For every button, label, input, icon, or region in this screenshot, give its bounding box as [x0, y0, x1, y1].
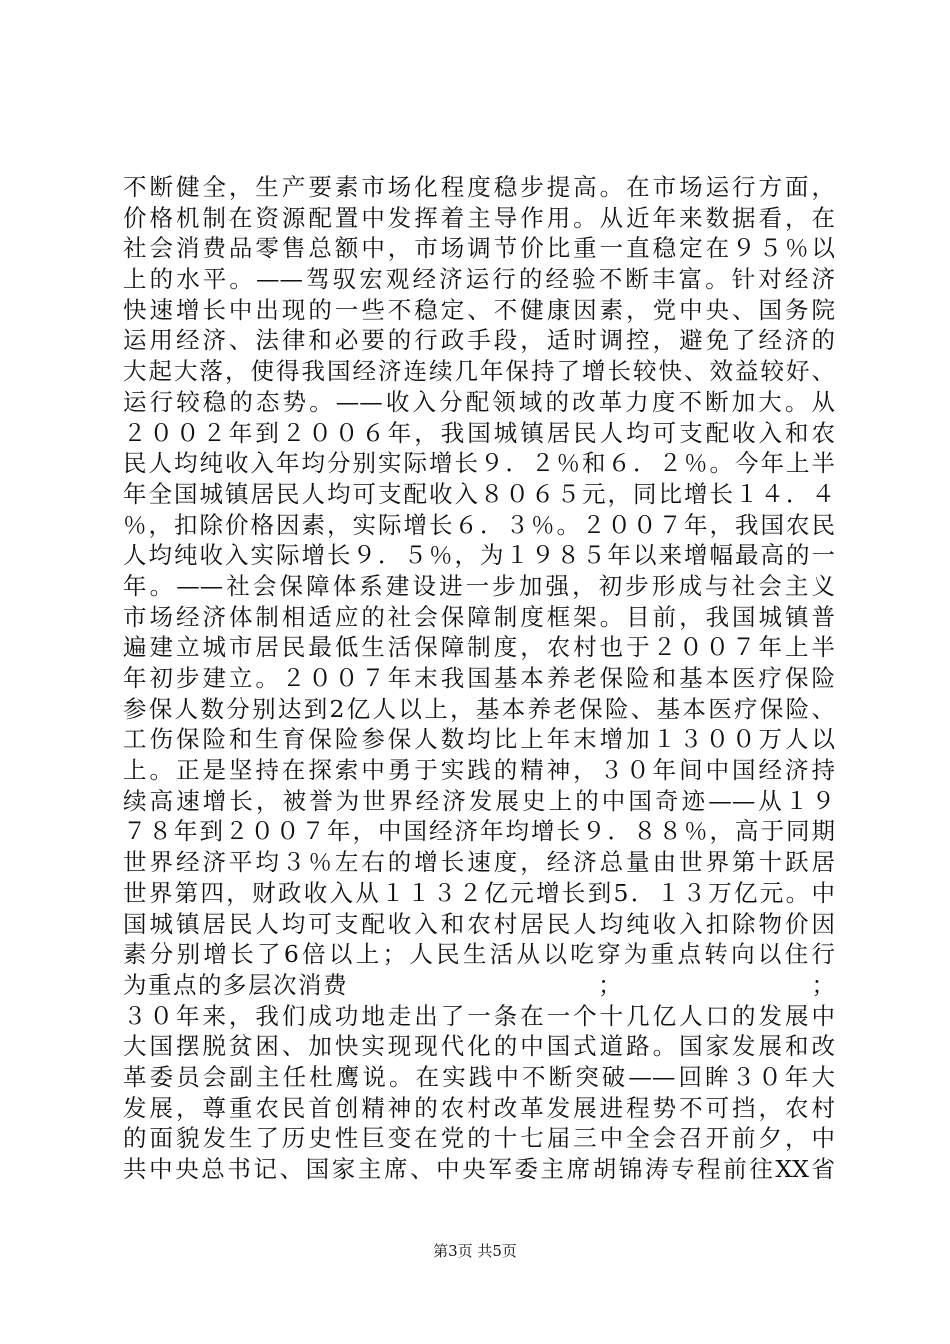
text-line: 上。正是坚持在探索中勇于实践的精神，３０年间中国经济持 [123, 756, 835, 785]
text-line: ３０年来，我们成功地走出了一条在一个十几亿人口的发展中 [123, 1001, 835, 1030]
text-line: 的面貌发生了历史性巨变在党的十七届三中全会召开前夕，中 [123, 1124, 835, 1153]
text-line: 为重点的多层次消费 ； ； [123, 970, 835, 999]
text-line: 运用经济、法律和必要的行政手段，适时调控，避免了经济的 [123, 326, 835, 355]
text-line: 续高速增长，被誉为世界经济发展史上的中国奇迹——从１９ [123, 786, 835, 815]
text-line: 发展，尊重农民首创精神的农村改革发展进程势不可挡，农村 [123, 1093, 835, 1122]
text-line: 大国摆脱贫困、加快实现现代化的中国式道路。国家发展和改 [123, 1032, 835, 1061]
text-line: 民人均纯收入年均分别实际增长９．２％和６．２％。今年上半 [123, 449, 835, 478]
page-number-footer: 第3页 共5页 [433, 1242, 517, 1260]
text-line: 世界第四，财政收入从１１３２亿元增长到5．１３万亿元。中 [123, 878, 835, 907]
text-line: 运行较稳的态势。——收入分配领域的改革力度不断加大。从 [123, 387, 835, 416]
text-line: 工伤保险和生育保险参保人数均比上年末增加１３００万人以 [123, 725, 835, 754]
text-line: ％，扣除价格因素，实际增长６．３％。２００７年，我国农民 [123, 510, 835, 539]
text-line: 参保人数分别达到2亿人以上，基本养老保险、基本医疗保险、 [123, 694, 835, 723]
text-line: 遍建立城市居民最低生活保障制度，农村也于２００７年上半 [123, 633, 835, 662]
text-line: 上的水平。——驾驭宏观经济运行的经验不断丰富。针对经济 [123, 265, 835, 294]
text-line: 革委员会副主任杜鹰说。在实践中不断突破——回眸３０年大 [123, 1062, 835, 1091]
text-line: ７８年到２００７年，中国经济年均增长９．８８％，高于同期 [123, 817, 835, 846]
text-line: 不断健全，生产要素市场化程度稳步提高。在市场运行方面， [123, 173, 835, 201]
text-line: 快速增长中出现的一些不稳定、不健康因素，党中央、国务院 [123, 295, 835, 324]
text-line: ２００２年到２００６年，我国城镇居民人均可支配收入和农 [123, 418, 835, 447]
text-line: 世界经济平均３％左右的增长速度，经济总量由世界第十跃居 [123, 848, 835, 877]
text-line: 国城镇居民人均可支配收入和农村居民人均纯收入扣除物价因 [123, 909, 835, 938]
text-line: 年。——社会保障体系建设进一步加强，初步形成与社会主义 [123, 571, 835, 600]
body-text [123, 172, 835, 1185]
text-line: 人均纯收入实际增长９．５％，为１９８５年以来增幅最高的一 [123, 541, 835, 570]
text-line: 价格机制在资源配置中发挥着主导作用。从近年来数据看，在 [123, 203, 835, 232]
text-line: 市场经济体制相适应的社会保障制度框架。目前，我国城镇普 [123, 602, 835, 631]
text-line: 素分别增长了6倍以上；人民生活从以吃穿为重点转向以住行 [123, 940, 835, 969]
text-line: 社会消费品零售总额中，市场调节价比重一直稳定在９５％以 [123, 234, 835, 263]
text-line: 大起大落，使得我国经济连续几年保持了增长较快、效益较好、 [123, 357, 835, 386]
text-line: 共中央总书记、国家主席、中央军委主席胡锦涛专程前往XX省 [123, 1155, 835, 1183]
text-line: 年全国城镇居民人均可支配收入８０６５元，同比增长１４．４ [123, 479, 835, 508]
text-line: 年初步建立。２００７年末我国基本养老保险和基本医疗保险 [123, 664, 835, 692]
